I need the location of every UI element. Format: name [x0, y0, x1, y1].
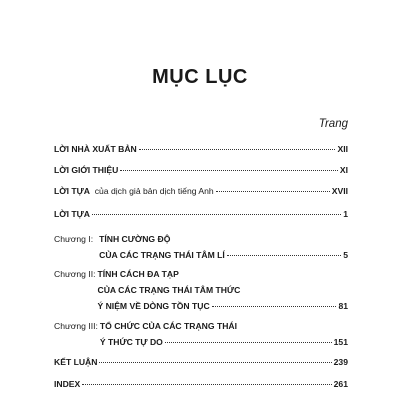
dot-leader [139, 149, 336, 150]
dot-leader [212, 306, 337, 307]
toc-entry-introduction[interactable] [54, 164, 348, 176]
chapter-title-line: TÍNH CÁCH ĐA TẠP [97, 269, 179, 279]
chapter-title-line: CỦA CÁC TRẠNG THÁI TÂM THỨC [97, 285, 241, 295]
toc-entry-page: 261 [333, 379, 348, 389]
toc-entry-translator-preface[interactable] [54, 185, 348, 197]
dot-leader [120, 170, 338, 171]
toc-entry-page: 5 [343, 250, 348, 260]
toc-entry-label-extra: của dịch giả bản dịch tiếng Anh [94, 186, 214, 196]
dot-leader [227, 255, 341, 256]
dot-leader [82, 384, 331, 385]
chapter-title-line: Ý THỨC TỰ DO [99, 337, 163, 347]
dot-leader [216, 191, 330, 192]
toc-entry-label: LỜI TỰA [54, 209, 90, 219]
toc-entry-page: 81 [338, 301, 348, 311]
chapter-title-line: Ý NIỆM VỀ DÒNG TỒN TỤC [97, 301, 210, 311]
toc-entry-label [54, 185, 214, 197]
toc-entry-page: XI [339, 165, 348, 175]
chapter-title-line: TÍNH CƯỜNG ĐỘ [99, 234, 171, 244]
toc-entry-page: XVII [331, 186, 348, 196]
toc-entry-chapter-2[interactable] [54, 268, 348, 312]
toc-entry-label: KẾT LUẬN [54, 357, 98, 367]
toc-entry-conclusion[interactable] [54, 356, 348, 368]
toc-entry-page: 151 [333, 337, 348, 347]
dot-leader [92, 214, 341, 215]
chapter-prefix: Chương III: [54, 321, 98, 331]
page-column-label: Trang [318, 118, 348, 130]
toc-entry-page: 1 [343, 209, 348, 219]
chapter-title-line: CỦA CÁC TRẠNG THÁI TÂM LÍ [99, 250, 225, 260]
toc-entry-label: LỜI GIỚI THIỆU [54, 165, 119, 175]
toc-entry-chapter-1[interactable] [54, 233, 348, 261]
toc-entry-label: INDEX [54, 379, 81, 389]
page-title: MỤC LỤC [152, 66, 248, 88]
toc-entry-chapter-3[interactable] [54, 320, 348, 348]
toc-entry-publisher-note[interactable] [54, 143, 348, 155]
toc-entry-label-main: LỜI TỰA [54, 186, 90, 196]
toc-entry-index[interactable] [54, 378, 348, 390]
chapter-prefix: Chương I: [54, 234, 94, 244]
dot-leader [165, 342, 332, 343]
toc-entry-page: 239 [333, 357, 348, 367]
toc-entry-preface[interactable] [54, 208, 348, 220]
chapter-prefix: Chương II: [54, 269, 96, 279]
dot-leader [99, 362, 331, 363]
toc-entry-page: XII [337, 144, 348, 154]
chapter-title-line: TỔ CHỨC CỦA CÁC TRẠNG THÁI [99, 321, 238, 331]
toc-entry-label: LỜI NHÀ XUẤT BẢN [54, 144, 137, 154]
